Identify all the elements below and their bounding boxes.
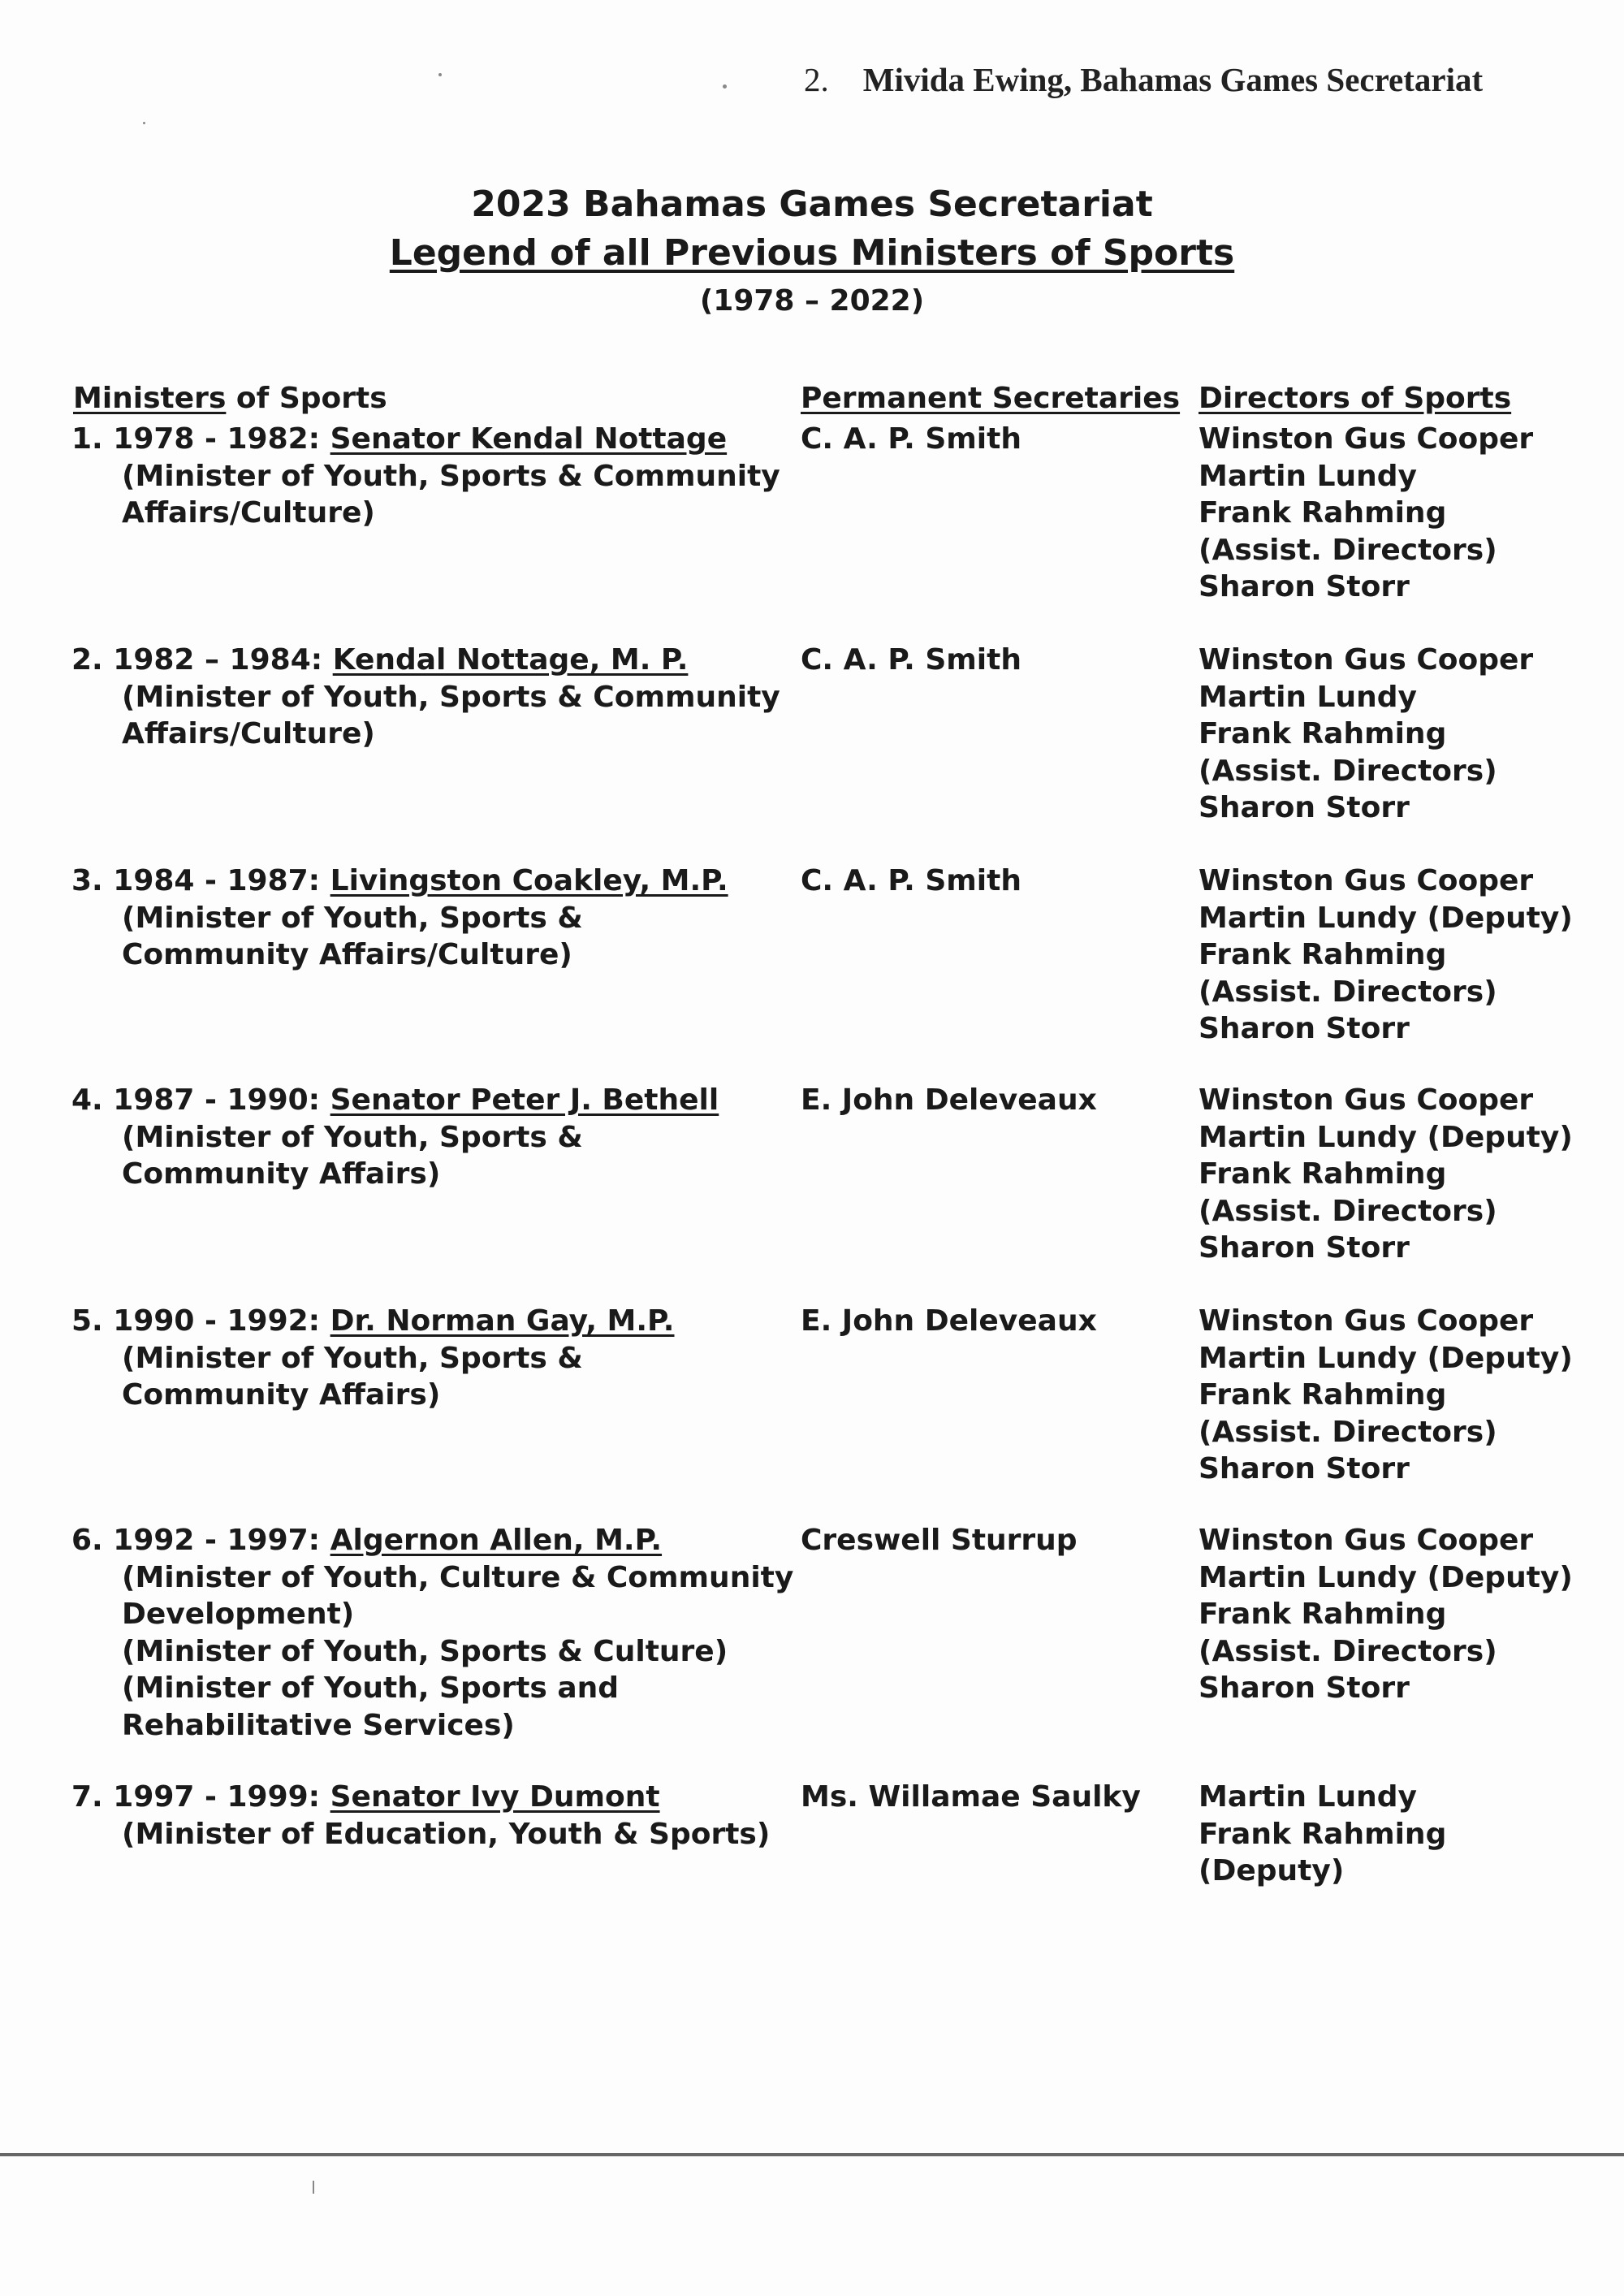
minister-line [71,1082,786,1119]
ministry-title: Community Affairs) [122,1378,441,1412]
page-header [804,60,1483,99]
minister-name: Senator Kendal Nottage [330,422,728,456]
ministry-title: (Minister of Youth, Sports & [122,1120,583,1154]
title-line-1: 2023 Bahamas Games Secretariat [471,184,1153,225]
entry-number: 7. [71,1780,103,1814]
document-title [0,180,1624,325]
directors-column [1199,1779,1605,1890]
director-name: (Deputy) [1199,1854,1345,1887]
directors-column [1199,421,1605,606]
directors-column [1199,1303,1605,1488]
minister-line [71,1303,786,1340]
director-name: (Assist. Directors) [1199,1194,1497,1228]
column-header-directors: Directors of Sports [1199,382,1512,415]
entry-number: 6. [71,1524,103,1557]
permanent-secretary: C. A. P. Smith [801,864,1021,897]
ministry-title: (Minister of Youth, Sports and [122,1671,620,1705]
director-name: (Assist. Directors) [1199,1634,1497,1668]
ministry-title: (Minister of Youth, Sports & Community [122,680,780,714]
directors-column [1199,1522,1605,1707]
permanent-secretary: E. John Deleveaux [801,1083,1097,1117]
director-name: (Assist. Directors) [1199,975,1497,1009]
entry-years: 1987 - 1990: [113,1083,321,1117]
ministry-title: Development) [122,1598,355,1631]
minister-column [71,1779,786,1853]
minister-line [71,642,786,679]
director-name: (Assist. Directors) [1199,1415,1497,1449]
ministry-title: (Minister of Youth, Sports & Community [122,459,780,493]
director-name: Winston Gus Cooper [1199,643,1534,677]
title-line-2: Legend of all Previous Ministers of Sports [389,232,1235,274]
director-name: Martin Lundy (Deputy) [1199,1560,1573,1594]
director-name: Frank Rahming [1199,717,1447,750]
secretary-column [801,421,1190,458]
minister-column [71,421,786,532]
director-name: Winston Gus Cooper [1199,1083,1534,1117]
minister-column [71,1303,786,1414]
director-name: (Assist. Directors) [1199,533,1497,567]
entry-number: 3. [71,864,103,897]
column-header-secretaries: Permanent Secretaries [801,382,1181,415]
entry-years: 1978 - 1982: [113,422,321,456]
director-name: Sharon Storr [1199,1012,1410,1045]
permanent-secretary: C. A. P. Smith [801,643,1021,677]
permanent-secretary: Creswell Sturrup [801,1524,1078,1557]
director-name: Martin Lundy [1199,680,1418,714]
secretary-column [801,1082,1190,1119]
minister-line [71,1779,786,1816]
entry-number: 4. [71,1083,103,1117]
minister-name: Senator Ivy Dumont [330,1780,660,1814]
director-name: Martin Lundy (Deputy) [1199,1341,1573,1375]
ministry-title: Rehabilitative Services) [122,1708,515,1742]
permanent-secretary: C. A. P. Smith [801,422,1021,456]
minister-line [71,421,786,458]
minister-name: Livingston Coakley, M.P. [330,864,728,897]
director-name: (Assist. Directors) [1199,754,1497,788]
director-name: Martin Lundy (Deputy) [1199,901,1573,935]
director-name: Sharon Storr [1199,1452,1410,1485]
director-name: Martin Lundy (Deputy) [1199,1120,1573,1154]
secretary-column [801,642,1190,679]
directors-column [1199,863,1605,1048]
entry-number: 1. [71,422,103,456]
minister-name: Senator Peter J. Bethell [330,1083,719,1117]
entry-years: 1997 - 1999: [113,1780,321,1814]
secretary-column [801,1779,1190,1816]
director-name: Martin Lundy [1199,459,1418,493]
entry-years: 1982 – 1984: [113,643,323,677]
director-name: Winston Gus Cooper [1199,864,1534,897]
ministry-title: (Minister of Youth, Sports & Culture) [122,1634,728,1668]
scan-speck [143,122,145,124]
ministry-title: Community Affairs) [122,1157,441,1191]
director-name: Frank Rahming [1199,496,1447,530]
title-line-3: (1978 – 2022) [699,284,925,318]
secretary-column [801,1522,1190,1559]
ministry-title: Affairs/Culture) [122,717,375,750]
entry-years: 1990 - 1992: [113,1304,321,1338]
director-name: Frank Rahming [1199,1378,1447,1412]
scan-speck [723,84,727,89]
entry-years: 1984 - 1987: [113,864,321,897]
secretary-column [801,1303,1190,1340]
director-name: Frank Rahming [1199,1598,1447,1631]
column-header-ministers: Ministers of Sports [73,382,387,415]
minister-column [71,1522,794,1744]
minister-column [71,642,786,753]
minister-name: Kendal Nottage, M. P. [332,643,689,677]
minister-name: Algernon Allen, M.P. [330,1524,663,1557]
permanent-secretary: E. John Deleveaux [801,1304,1097,1338]
header-name: Mivida Ewing, Bahamas Games Secretariat [862,61,1484,98]
director-name: Sharon Storr [1199,570,1410,603]
minister-name: Dr. Norman Gay, M.P. [330,1304,675,1338]
director-name: Winston Gus Cooper [1199,1524,1534,1557]
director-name: Frank Rahming [1199,1157,1447,1191]
scan-speck [313,2181,314,2194]
director-name: Sharon Storr [1199,1231,1410,1265]
entry-number: 2. [71,643,103,677]
director-name: Sharon Storr [1199,1671,1410,1705]
entry-number: 5. [71,1304,103,1338]
directors-column [1199,1082,1605,1267]
director-name: Winston Gus Cooper [1199,422,1534,456]
minister-column [71,1082,786,1193]
scan-speck [438,73,442,76]
minister-line [71,1522,786,1559]
director-name: Martin Lundy [1199,1780,1418,1814]
secretary-column [801,863,1190,900]
ministry-title: (Minister of Education, Youth & Sports) [122,1817,771,1851]
director-name: Frank Rahming [1199,938,1447,971]
director-name: Frank Rahming [1199,1817,1447,1851]
minister-column [71,863,786,974]
directors-column [1199,642,1605,827]
ministry-title: (Minister of Youth, Sports & [122,901,583,935]
director-name: Winston Gus Cooper [1199,1304,1534,1338]
ministry-title: (Minister of Youth, Sports & [122,1341,583,1375]
header-number: 2. [804,61,829,98]
ministry-title: Community Affairs/Culture) [122,938,572,971]
entry-years: 1992 - 1997: [113,1524,321,1557]
ministry-title: (Minister of Youth, Culture & Community [122,1560,794,1594]
permanent-secretary: Ms. Willamae Saulky [801,1780,1141,1814]
ministry-title: Affairs/Culture) [122,496,375,530]
minister-line [71,863,786,900]
director-name: Sharon Storr [1199,791,1410,824]
bottom-rule [0,2153,1624,2156]
